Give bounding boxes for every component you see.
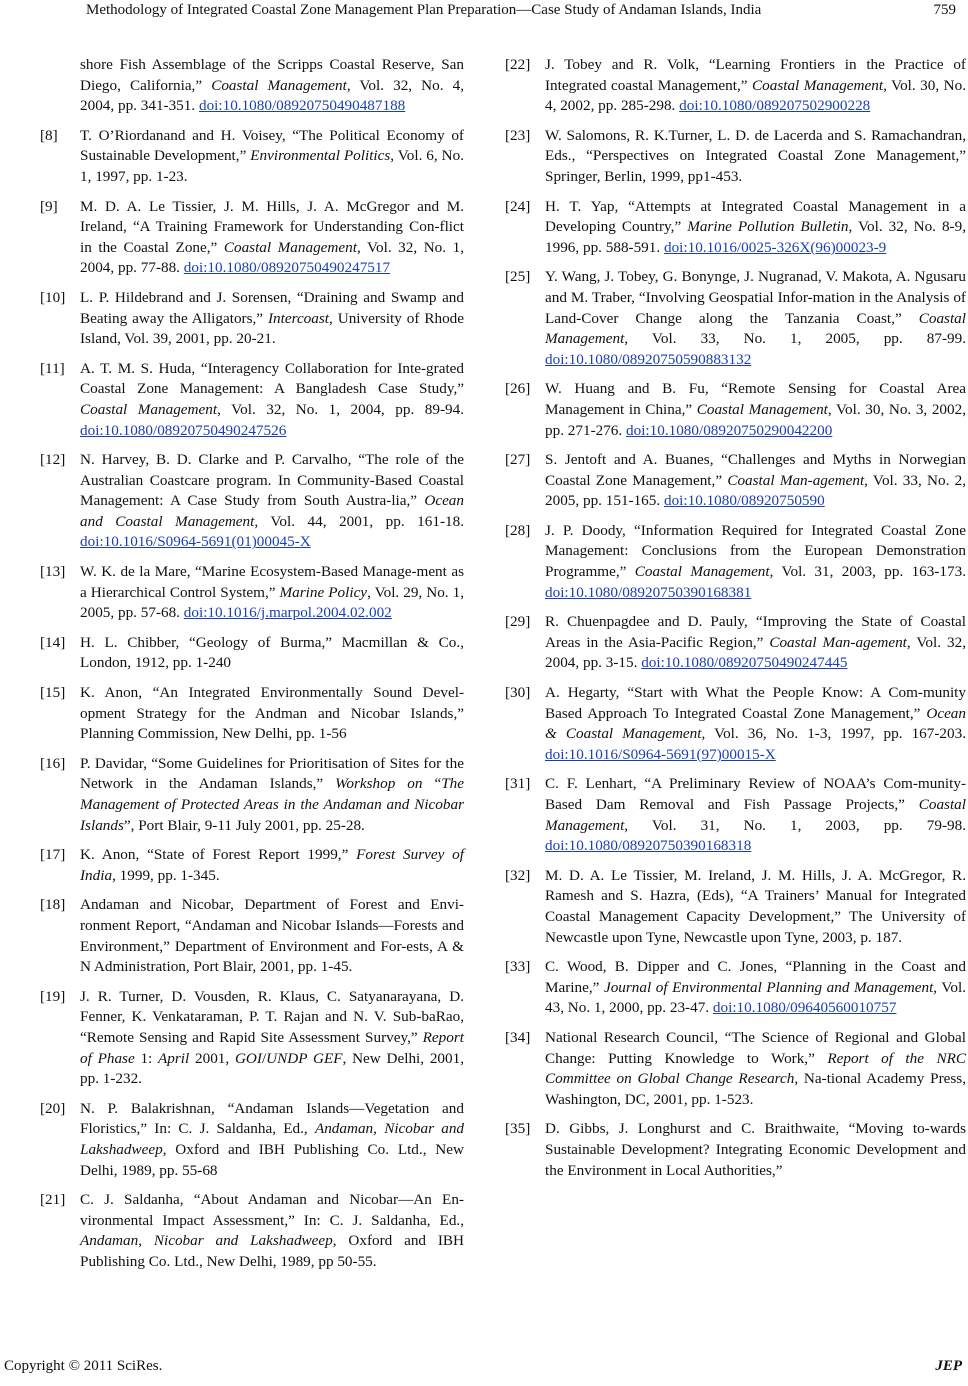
reference-entry [505, 1028, 966, 1110]
reference-segment: H. T. Yap, “Attempts at Integrated Coastal Management in a Developing Country,” [545, 197, 966, 236]
reference-segment: , [138, 1232, 154, 1250]
reference-entry [40, 359, 464, 441]
reference-text [545, 957, 966, 1019]
reference-number: [19] [40, 987, 66, 1005]
journal-abbreviation: JEP [935, 1358, 962, 1374]
reference-entry [505, 866, 966, 948]
reference-segment: Andaman and Nicobar, Department of Forest and Envi-ronment Report, “Andaman and Nicobar Islands—Forests and Environment,” Department of Environment and For-ests, A & N Administration, Port Blair, 2001, pp. 1-45. [80, 896, 464, 976]
page-number: 759 [933, 2, 956, 18]
reference-text [80, 197, 464, 279]
reference-segment: D. Gibbs, J. Longhurst and C. Braithwaite, “Moving to-wards Sustainable Development? Integrating Economic Development and the Environment in Local Authorities,” [545, 1120, 966, 1179]
reference-text [80, 895, 464, 977]
reference-number: [12] [40, 451, 66, 469]
reference-segment: 2001, [189, 1049, 235, 1067]
italic-text: Coastal Management [634, 563, 770, 581]
italic-text: Environmental Politics [250, 147, 391, 165]
reference-text [80, 633, 464, 674]
reference-text [80, 754, 464, 836]
reference-segment: Y. Wang, J. Tobey, G. Bonynge, J. Nugranad, V. Makota, A. Ngusaru and M. Traber, “Involving Geospatial Infor-mation in the Analysis of Land-Cover Change along the Tanzania Coast,” [545, 268, 966, 327]
italic-text: Coastal Man-agement [727, 471, 865, 489]
reference-segment: , Vol. 30, No. 4, 2002, pp. 285-298. [545, 76, 967, 115]
reference-text [80, 1099, 464, 1181]
reference-entry [505, 450, 966, 512]
reference-segment: J. R. Turner, D. Vousden, R. Klaus, C. Satyanarayana, D. Fenner, K. Venkataraman, P. T. Rajan and N. V. Sub-baRao, “Remote Sensing and Rapid Site Assessment Survey,” [80, 987, 464, 1046]
doi-link[interactable]: doi:10.1016/j.marpol.2004.02.002 [183, 604, 392, 622]
reference-segment: , Vol. 30, No. 3, 2002, pp. 271-276. [545, 400, 966, 439]
reference-segment: , New Delhi, 2001, pp. 1-232. [80, 1049, 464, 1088]
italic-text: Marine Policy [279, 583, 368, 601]
reference-number: [21] [40, 1191, 66, 1209]
reference-entry [40, 633, 464, 674]
reference-segment: , [373, 1120, 385, 1138]
reference-segment: J. Tobey and R. Volk, “Learning Frontiers in the Practice of Integrated coastal Management,” [545, 56, 966, 94]
reference-entry [505, 774, 966, 856]
doi-link[interactable]: doi:10.1016/S0964-5691(01)00045-X [80, 533, 311, 551]
reference-entry [40, 126, 464, 188]
reference-segment: “ [422, 775, 442, 793]
doi-link[interactable]: doi:10.1016/S0964-5691(97)00015-X [545, 745, 776, 763]
italic-text: Forest Survey of India [80, 846, 464, 884]
reference-text [545, 866, 966, 948]
italic-text: Workshop on [335, 775, 423, 793]
reference-number: [11] [40, 359, 65, 377]
reference-text [545, 379, 966, 441]
reference-segment: , Na-tional Academy Press, Washington, DC, 2001, pp. 1-523. [545, 1070, 966, 1108]
reference-segment: S. Jentoft and A. Buanes, “Challenges and Myths in Norwegian Coastal Zone Management,” [545, 451, 966, 489]
reference-number: [35] [505, 1120, 531, 1138]
copyright-notice: Copyright © 2011 SciRes. [4, 1358, 163, 1374]
reference-segment: A. T. M. S. Huda, “Interagency Collaboration for Inte-grated Coastal Zone Management: A Bangladesh Case Study,” [80, 359, 464, 398]
reference-text [80, 987, 464, 1090]
reference-number: [17] [40, 846, 66, 864]
reference-entry [40, 754, 464, 836]
reference-entry [40, 1099, 464, 1181]
reference-number: [14] [40, 633, 66, 651]
reference-text [80, 845, 464, 886]
reference-segment: J. P. Doody, “Information Required for Integrated Coastal Zone Management: Conclusions from the European Demonstration Programme,” [545, 521, 966, 581]
reference-entry [40, 288, 464, 350]
reference-number: [8] [40, 126, 58, 144]
italic-text: Report of the NRC Committee on Global Change Research [545, 1049, 966, 1088]
reference-number: [20] [40, 1099, 66, 1117]
reference-number: [13] [40, 563, 66, 581]
reference-entry [40, 1190, 464, 1272]
reference-segment: L. P. Hildebrand and J. Sorensen, “Draining and Swamp and Beating away the Alligators,” [80, 288, 464, 327]
reference-segment: H. L. Chibber, “Geology of Burma,” Macmillan & Co., London, 1912, pp. 1-240 [80, 633, 464, 672]
reference-number: [27] [505, 451, 531, 469]
doi-link[interactable]: doi:10.1080/08920750590 [663, 492, 825, 510]
italic-text: Report of Phase [80, 1028, 464, 1067]
reference-segment: M. D. A. Le Tissier, J. M. Hills, J. A. McGregor and M. Ireland, “A Training Framework for Understanding Con-flict in the Coastal Zone,” [80, 197, 464, 256]
reference-entry [505, 197, 966, 259]
page-footer [0, 1358, 968, 1380]
reference-number: [34] [505, 1028, 531, 1046]
reference-segment: , Oxford and IBH Publishing Co. Ltd., New Delhi, 1989, pp 50-55. [80, 1232, 465, 1270]
reference-entry [40, 450, 464, 553]
reference-segment: C. F. Lenhart, “A Preliminary Review of NOAA’s Com-munity-Based Dam Removal and Fish Passage Projects,” [545, 775, 966, 813]
reference-segment: W. Salomons, R. K.Turner, L. D. de Lacerda and S. Ramachandran, Eds., “Perspectives on Integrated Coastal Zone Management,” Springer, Berlin, 1999, pp1-453. [545, 126, 966, 185]
reference-text [545, 1119, 966, 1181]
reference-number: [26] [505, 380, 531, 398]
reference-column-right [505, 55, 966, 1190]
reference-entry [505, 126, 966, 188]
reference-text [545, 450, 966, 512]
reference-text [545, 267, 966, 370]
doi-link[interactable]: doi:10.1080/08920750390168381 [545, 583, 752, 601]
doi-link[interactable]: doi:10.1080/08920750590883132 [545, 350, 752, 368]
reference-number: [18] [40, 896, 66, 914]
reference-segment: K. Anon, “An Integrated Environmentally Sound Devel-opment Strategy for the Andman and Nicobar Islands,” Planning Commission, New Delhi, pp. 1-56 [80, 684, 464, 743]
reference-segment: P. Davidar, “Some Guidelines for Prioritisation of Sites for the Network in the Andaman Islands,” [80, 754, 464, 793]
reference-text [545, 1028, 966, 1110]
reference-text [80, 126, 464, 188]
reference-number: [9] [40, 197, 58, 215]
italic-text: The Management of Protected Areas in the Andaman and Nicobar Islands [80, 775, 464, 834]
reference-segment: , Vol. 32, No. 4, 2004, pp. 341-351. [80, 76, 465, 115]
reference-segment: , Vol. 31, No. 1, 2003, pp. 79-98. [624, 816, 966, 834]
reference-entry [40, 562, 464, 624]
reference-text [545, 126, 966, 188]
reference-entry [40, 895, 464, 977]
doi-link[interactable]: doi:10.1080/08920750390168318 [545, 837, 752, 855]
italic-text: Coastal Management [211, 76, 347, 94]
doi-link[interactable]: doi:10.1080/08920750490247517 [183, 259, 391, 277]
reference-entry [505, 957, 966, 1019]
reference-entry [505, 55, 966, 117]
reference-number: [23] [505, 126, 531, 144]
reference-segment: R. Chuenpagdee and D. Pauly, “Improving the State of Coastal Areas in the Asia-Pacific Region,” [545, 613, 966, 651]
reference-text [545, 774, 966, 856]
italic-text: Intercoast [267, 309, 330, 327]
reference-entry [505, 379, 966, 441]
reference-segment: C. Wood, B. Dipper and C. Jones, “Planning in the Coast and Marine,” [545, 958, 966, 996]
italic-text: Nicobar and Lakshadweep [80, 1120, 465, 1158]
italic-text: UNDP GEF [266, 1049, 343, 1067]
italic-text: Nicobar and Lakshadweep [153, 1232, 333, 1250]
reference-segment: shore Fish Assemblage of the Scripps Coastal Reserve, San Diego, California,” [80, 56, 464, 94]
reference-segment: , Vol. 6, No. 1, 1997, pp. 1-23. [80, 147, 464, 185]
reference-entry [40, 683, 464, 745]
reference-segment: , Vol. 32, 2004, pp. 3-15. [545, 633, 966, 672]
doi-link[interactable]: doi:10.1080/08920750490487188 [198, 97, 406, 115]
reference-segment: / [261, 1049, 267, 1067]
reference-segment: , Vol. 43, No. 1, 2000, pp. 23-47. [545, 978, 966, 1017]
italic-text: Coastal Management [80, 400, 218, 418]
reference-segment: N. Harvey, B. D. Clarke and P. Carvalho, “The role of the Australian Coastcare program. In Community-Based Coastal Management: A Case Study from South Austra-lia,” [80, 451, 464, 510]
reference-text [545, 55, 966, 117]
doi-link[interactable]: doi:10.1080/08920750290042200 [626, 421, 833, 439]
reference-text [80, 450, 464, 553]
italic-text: Andaman [314, 1120, 374, 1138]
reference-entry [505, 267, 966, 370]
reference-number: [33] [505, 958, 531, 976]
reference-segment: , University of Rhode Island, Vol. 39, 2001, pp. 20-21. [80, 309, 465, 348]
running-title: Methodology of Integrated Coastal Zone Management Plan Preparation—Case Study of Andaman Islands, India [86, 2, 762, 18]
reference-segment: A. Hegarty, “Start with What the People Know: A Com-munity Based Approach To Integrated Coastal Zone Management,” [545, 684, 966, 722]
reference-entry [40, 197, 464, 279]
reference-text [545, 683, 966, 765]
reference-segment: , Vol. 33, No. 1, 2005, pp. 87-99. [624, 330, 966, 348]
reference-column-left [40, 55, 464, 1281]
reference-number: [32] [505, 866, 531, 884]
reference-segment: W. Huang and B. Fu, “Remote Sensing for Coastal Area Management in China,” [545, 380, 966, 418]
reference-segment: ”, Port Blair, 9-11 July 2001, pp. 25-28. [123, 816, 365, 834]
italic-text: Coastal Management [752, 76, 884, 94]
running-header [0, 2, 968, 28]
reference-segment: T. O’Riordanand and H. Voisey, “The Political Economy of Sustainable Development,” [80, 126, 464, 165]
reference-number: [25] [505, 268, 531, 286]
reference-segment: , Oxford and IBH Publishing Co. Ltd., New Delhi, 1989, pp. 55-68 [80, 1140, 464, 1179]
reference-number: [28] [505, 521, 531, 539]
italic-text: Coastal Management [223, 238, 357, 256]
reference-segment: 1: [134, 1049, 159, 1067]
reference-number: [31] [505, 775, 531, 793]
reference-segment: , Vol. 32, No. 8-9, 1996, pp. 588-591. [545, 218, 966, 256]
reference-entry [505, 612, 966, 674]
reference-number: [22] [505, 56, 531, 73]
reference-entry [505, 683, 966, 765]
italic-text: Coastal Man-agement [769, 633, 907, 651]
doi-link[interactable]: doi:10.1080/08920750490247445 [641, 654, 848, 672]
doi-link[interactable]: doi:10.1016/0025-326X(96)00023-9 [663, 238, 887, 256]
italic-text: Journal of Environmental Planning and Management [603, 978, 934, 996]
reference-segment: , Vol. 31, 2003, pp. 163-173. [769, 563, 966, 581]
reference-segment: K. Anon, “State of Forest Report 1999,” [80, 846, 357, 864]
reference-segment: National Research Council, “The Science of Regional and Global Change: Putting Knowledge to Work,” [545, 1028, 966, 1067]
reference-segment: M. D. A. Le Tissier, M. Ireland, J. M. Hills, J. A. McGregor, R. Ramesh and S. Hazra, (Eds), “A Trainers’ Manual for Integrated Coastal Management Capacity Development,” The University of Newcastle upon Tyne, Newcastle upon Tyne, 2003, p. 187. [545, 866, 966, 946]
reference-segment: W. K. de la Mare, “Marine Ecosystem-Based Manage-ment as a Hierarchical Control System,” [80, 563, 464, 601]
reference-segment: , Vol. 29, No. 1, 2005, pp. 57-68. [80, 583, 465, 622]
reference-number: [16] [40, 754, 66, 772]
reference-text [80, 359, 464, 441]
reference-number: [24] [505, 197, 531, 215]
reference-text [545, 197, 966, 259]
reference-text [545, 612, 966, 674]
reference-text [545, 521, 966, 603]
doi-link[interactable]: doi:10.1080/08920750490247526 [80, 421, 287, 439]
reference-text [80, 683, 464, 745]
reference-number: [29] [505, 613, 531, 631]
reference-number: [15] [40, 684, 66, 702]
reference-text [80, 55, 464, 117]
italic-text: GOI [234, 1049, 262, 1067]
italic-text: Coastal Management [696, 400, 828, 418]
italic-text: Marine Pollution Bulletin [687, 218, 849, 236]
reference-number: [30] [505, 684, 531, 702]
reference-segment: C. J. Saldanha, “About Andaman and Nicobar—An En-vironmental Impact Assessment,” In: C. J. Saldanha, Ed., [80, 1191, 464, 1229]
reference-segment: , Vol. 44, 2001, pp. 161-18. [254, 512, 464, 530]
reference-segment: N. P. Balakrishnan, “Andaman Islands—Vegetation and Floristics,” In: C. J. Saldanha, Ed., [80, 1099, 464, 1138]
doi-link[interactable]: doi:10.1080/09640560010757 [712, 999, 897, 1017]
reference-entry [40, 987, 464, 1090]
italic-text: April [158, 1049, 190, 1067]
reference-number: [10] [40, 288, 66, 306]
reference-segment: , Vol. 36, No. 1-3, 1997, pp. 167-203. [701, 725, 966, 743]
reference-segment: , Vol. 32, No. 1, 2004, pp. 89-94. [217, 400, 464, 418]
doi-link[interactable]: doi:10.1080/089207502900228 [679, 97, 871, 115]
reference-text [80, 288, 464, 350]
italic-text: Ocean and Coastal Management [80, 492, 464, 530]
reference-segment: , Vol. 33, No. 2, 2005, pp. 151-165. [545, 471, 967, 510]
italic-text: Coastal Management [545, 796, 966, 834]
reference-entry [505, 1119, 966, 1181]
reference-text [80, 562, 464, 624]
reference-entry [505, 521, 966, 603]
reference-segment: , 1999, pp. 1-345. [112, 866, 220, 884]
reference-entry [40, 845, 464, 886]
italic-text: Andaman [80, 1232, 139, 1250]
italic-text: Ocean & Coastal Management [545, 704, 966, 743]
reference-text [80, 1190, 464, 1272]
reference-entry [40, 55, 464, 117]
reference-segment: , Vol. 32, No. 1, 2004, pp. 77-88. [80, 238, 464, 277]
italic-text: Coastal Management [545, 309, 966, 348]
